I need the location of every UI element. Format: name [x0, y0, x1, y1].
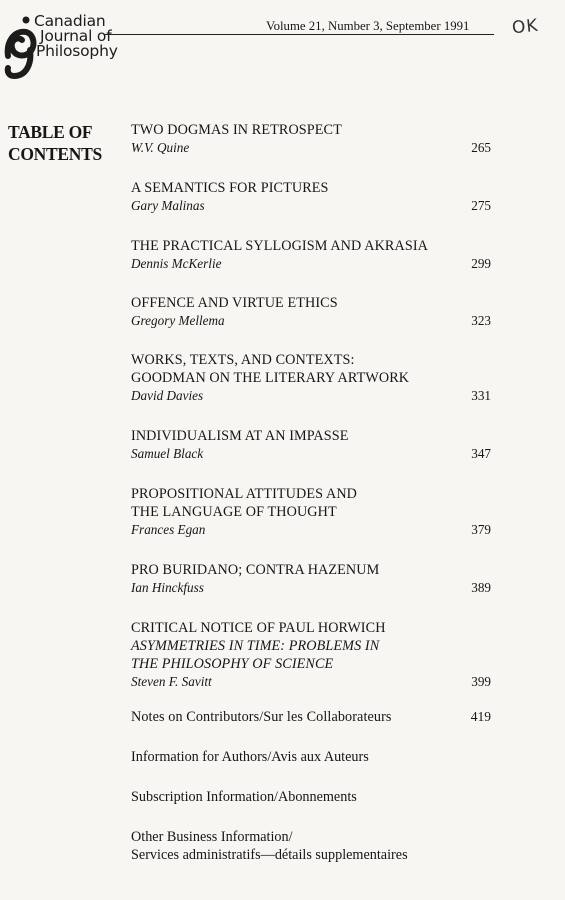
header-rule — [104, 34, 494, 35]
journal-name — [34, 14, 118, 59]
toc-entry — [131, 351, 491, 405]
toc-entry — [131, 121, 491, 157]
notes-on-contributors — [131, 708, 491, 726]
entry-author: Frances Egan — [131, 522, 206, 537]
entry-page: 399 — [471, 674, 491, 689]
entry-author: Gregory Mellema — [131, 313, 225, 328]
entry-page: 347 — [471, 446, 491, 461]
entry-title: OFFENCE AND VIRTUE ETHICS — [131, 295, 338, 311]
entry-author: Samuel Black — [131, 446, 204, 461]
entry-title: CRITICAL NOTICE OF PAUL HORWICH — [131, 620, 386, 636]
entry-page: 323 — [471, 313, 491, 328]
entry-title: GOODMAN ON THE LITERARY ARTWORK — [131, 370, 410, 386]
journal-name-line-1: Canadian — [34, 12, 106, 30]
journal-header — [0, 0, 565, 90]
toc-entry — [131, 179, 491, 215]
handwritten-note: OK — [511, 15, 540, 39]
journal-name-line-2: Journal of — [40, 27, 112, 45]
entry-title: THE PRACTICAL SYLLOGISM AND AKRASIA — [131, 238, 428, 254]
entry-title: PRO BURIDANO; CONTRA HAZENUM — [131, 562, 380, 578]
entry-page: 389 — [471, 580, 491, 595]
entry-page: 419 — [470, 709, 491, 724]
misc-text: Notes on Contributors/Sur les Collaborateurs — [131, 709, 392, 725]
entry-author: Dennis McKerlie — [131, 256, 222, 271]
volume-info: Volume 21, Number 3, September 1991 — [266, 19, 470, 33]
toc-entry — [131, 619, 491, 691]
entry-page: 299 — [471, 256, 491, 271]
entry-page: 331 — [471, 388, 491, 403]
services-administratifs: Services administratifs—détails supplementaires — [131, 847, 408, 863]
entry-page: 379 — [471, 522, 491, 537]
entry-title: TWO DOGMAS IN RETROSPECT — [131, 122, 342, 138]
toc-entry — [131, 294, 491, 330]
entry-title: INDIVIDUALISM AT AN IMPASSE — [131, 428, 349, 444]
entry-title: PROPOSITIONAL ATTITUDES AND — [131, 486, 358, 502]
entry-title: WORKS, TEXTS, AND CONTEXTS: — [131, 352, 355, 368]
toc-entry — [131, 561, 491, 597]
entry-title: A SEMANTICS FOR PICTURES — [131, 180, 329, 196]
toc-entry — [131, 237, 491, 273]
other-business-information: Other Business Information/ — [131, 829, 293, 845]
toc-heading-line-1: TABLE OF — [8, 122, 93, 142]
toc-entry — [131, 427, 491, 463]
toc-heading-line-2: CONTENTS — [8, 144, 102, 164]
entry-title-italic: THE PHILOSOPHY OF SCIENCE — [131, 656, 334, 672]
entry-author: Ian Hinckfuss — [131, 580, 204, 595]
entry-title: THE LANGUAGE OF THOUGHT — [131, 504, 337, 520]
entry-page: 265 — [471, 140, 491, 155]
journal-name-line-3: Philosophy — [36, 42, 118, 60]
entry-title-italic: ASYMMETRIES IN TIME: PROBLEMS IN — [131, 638, 380, 654]
entry-page: 275 — [471, 198, 491, 213]
entry-author: W.V. Quine — [131, 140, 190, 155]
entry-author: Steven F. Savitt — [131, 674, 212, 689]
toc-entry — [131, 485, 491, 539]
information-for-authors: Information for Authors/Avis aux Auteurs — [131, 749, 369, 765]
toc-heading — [8, 121, 102, 165]
entry-author: David Davies — [131, 388, 204, 403]
entry-author: Gary Malinas — [131, 198, 205, 213]
subscription-information: Subscription Information/Abonnements — [131, 789, 357, 805]
